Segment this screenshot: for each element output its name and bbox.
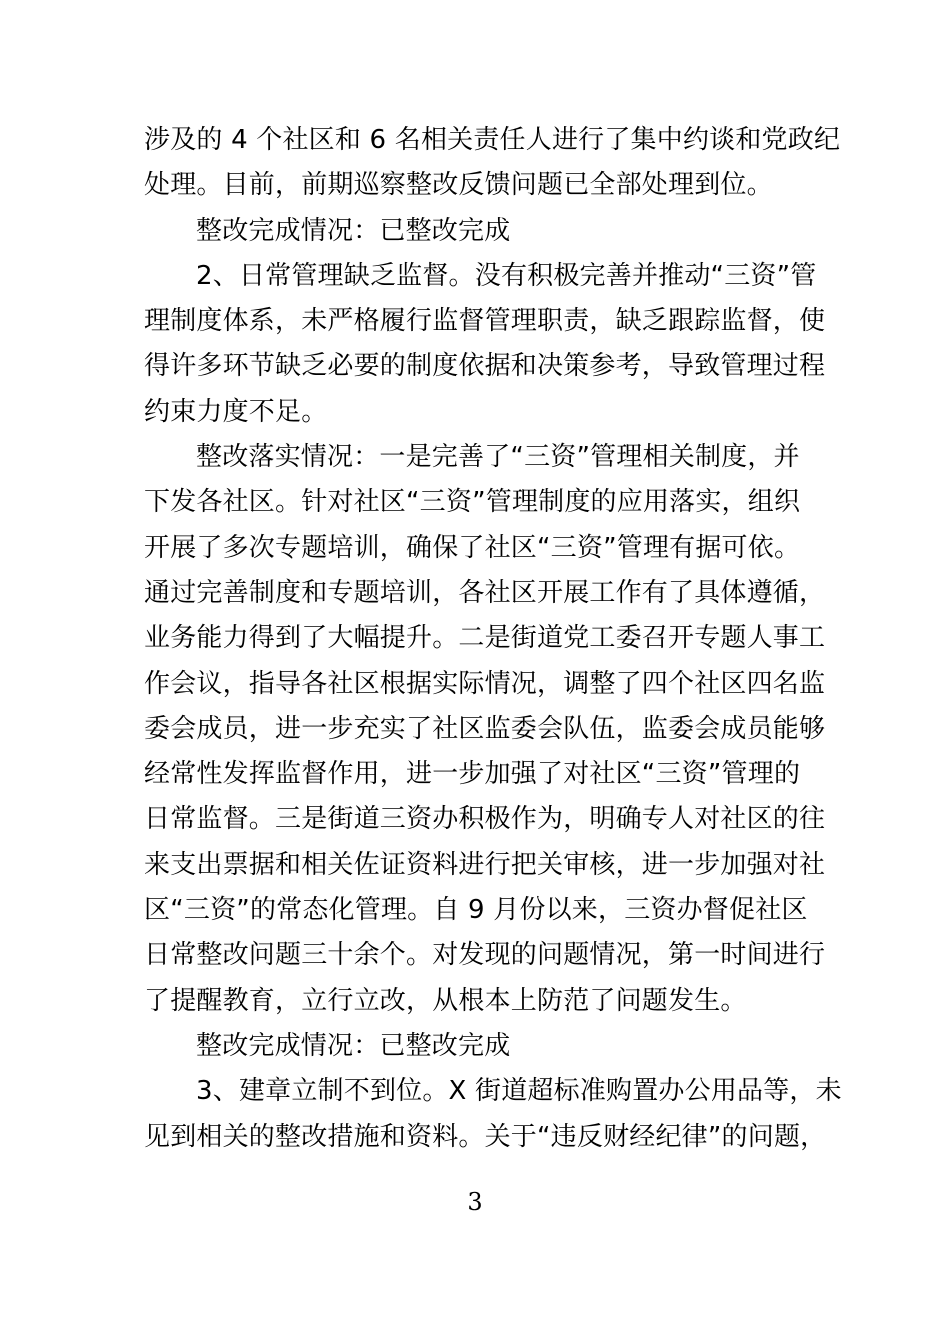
body-text — [144, 118, 842, 1160]
text-line: 委会成员，进一步充实了社区监委会队伍，监委会成员能够 — [144, 713, 826, 744]
text-line: 日常整改问题三十余个。对发现的问题情况，第一时间进行 — [144, 940, 826, 971]
text-line: 整改完成情况：已整改完成 — [196, 215, 511, 246]
text-line: 业务能力得到了大幅提升。二是街道党工委召开专题人事工 — [144, 623, 826, 654]
text-line: 理制度体系，未严格履行监督管理职责，缺乏跟踪监督，使 — [144, 306, 826, 337]
text-line: 2、日常管理缺乏监督。没有积极完善并推动“三资”管 — [196, 260, 817, 291]
text-line: 3、建章立制不到位。X 街道超标准购置办公用品等，未 — [196, 1076, 842, 1107]
text-line: 得许多环节缺乏必要的制度依据和决策参考，导致管理过程 — [144, 351, 826, 382]
text-line: 下发各社区。针对社区“三资”管理制度的应用落实，组织 — [144, 487, 801, 518]
text-line: 作会议，指导各社区根据实际情况，调整了四个社区四名监 — [144, 668, 826, 699]
text-line: 开展了多次专题培训，确保了社区“三资”管理有据可依。 — [144, 532, 801, 563]
text-line: 通过完善制度和专题培训，各社区开展工作有了具体遵循， — [144, 577, 826, 608]
text-line: 区“三资”的常态化管理。自 9 月份以来，三资办督促社区 — [144, 895, 808, 926]
text-line: 整改落实情况：一是完善了“三资”管理相关制度，并 — [196, 442, 800, 473]
text-line: 日常监督。三是街道三资办积极作为，明确专人对社区的往 — [144, 804, 826, 835]
text-line: 来支出票据和相关佐证资料进行把关审核，进一步加强对社 — [144, 849, 826, 880]
text-line: 约束力度不足。 — [144, 396, 328, 427]
text-line: 见到相关的整改措施和资料。关于“违反财经纪律”的问题， — [144, 1121, 827, 1152]
text-line: 了提醒教育，立行立改，从根本上防范了问题发生。 — [144, 985, 747, 1016]
text-line: 经常性发挥监督作用，进一步加强了对社区“三资”管理的 — [144, 759, 801, 790]
text-line: 涉及的 4 个社区和 6 名相关责任人进行了集中约谈和党政纪 — [144, 125, 841, 155]
text-line: 整改完成情况：已整改完成 — [196, 1030, 511, 1061]
text-line: 处理。目前，前期巡察整改反馈问题已全部处理到位。 — [144, 170, 773, 201]
page-number: 3 — [467, 1188, 483, 1216]
